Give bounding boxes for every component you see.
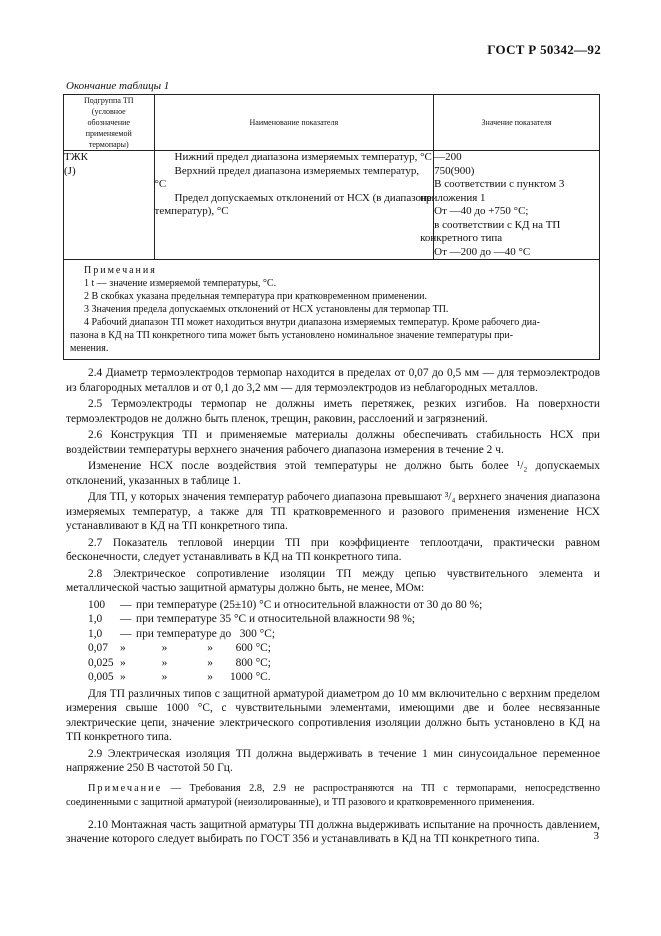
note-continuation: пазона в КД на ТП конкретного типа может быть установлено номинальное значение температуры при- <box>70 330 514 341</box>
paragraph-2-9: 2.9 Электрическая изоляция ТП должна выдерживать в течение 1 мин синусоидальное переменное напряжение 250 В частотой 50 Гц. <box>66 747 600 774</box>
cell-subgroup <box>64 151 155 260</box>
note-continuation: менения. <box>70 343 109 354</box>
resistance-condition: » » 1000 °С. <box>136 671 271 683</box>
header-subgroup <box>64 95 155 151</box>
header-subgroup-line: термопары) <box>88 140 129 149</box>
resistance-row <box>88 598 600 613</box>
note-item: 3 Значения предела допускаемых отклонений от НСХ установлены для термопар ТП. <box>84 304 449 315</box>
resistance-dash: » <box>120 671 126 683</box>
note-text: — Требования 2.8, 2.9 не распространяются на ТП с термопарами, непосредственно соединенными с защитной арматурой (неизолированные), и ТП разового и кратковременного применения. <box>66 782 600 808</box>
resistance-value: 1,0 <box>88 613 103 625</box>
header-subgroup-line: (условное <box>91 107 126 116</box>
param-value: От —40 до +750 °С; <box>434 205 529 217</box>
note-item: 4 Рабочий диапазон ТП может находиться внутри диапазона измеряемых температур. Кроме рабочего диа- <box>84 317 540 328</box>
header-subgroup-line: обозначение <box>87 118 130 127</box>
param-name: температур), °С <box>154 205 229 217</box>
resistance-row <box>88 641 600 656</box>
resistance-value: 0,07 <box>88 642 108 654</box>
note-item: 1 t — значение измеряемой температуры, °С. <box>84 278 277 289</box>
header-value: Значение показателя <box>434 95 600 151</box>
table-row <box>64 151 600 260</box>
paragraph-2-10: 2.10 Монтажная часть защитной арматуры ТП должна выдерживать испытание на прочность давлением, значение которого следует выбирать по ГОСТ 356 и устанавливать в КД на ТП конкретного типа. <box>66 818 600 845</box>
resistance-row <box>88 627 600 642</box>
resistance-list <box>88 598 600 685</box>
note-paragraph <box>66 782 600 810</box>
resistance-value: 0,005 <box>88 671 114 683</box>
note-item: 2 В скобках указана предельная температура при кратковременном применении. <box>84 291 427 302</box>
resistance-dash: — <box>120 598 132 611</box>
parameters-table <box>63 94 600 360</box>
param-name: Предел допускаемых отклонений от НСХ (в диапазоне <box>174 191 432 204</box>
notes-cell <box>64 260 600 360</box>
subgroup-designation: (J) <box>64 164 76 177</box>
paragraph-2-6-change: Изменение НСХ после воздействия этой температуры не должно быть более ¹/₂ допускаемых отклонений, указанных в таблице 1. <box>66 460 600 487</box>
paragraph-2-8: 2.8 Электрическое сопротивление изоляции ТП между цепью чувствительного элемента и металлической частью защитной арматуры должно быть, не менее, МОм: <box>66 567 600 594</box>
paragraph-2-6: 2.6 Конструкция ТП и применяемые материалы должны обеспечивать стабильность НСХ при воздействии температуры верхнего значения рабочего диапазона измерения в течение 2 ч. <box>66 429 600 456</box>
notes-title: Примечания <box>84 265 157 276</box>
param-value: конкретного типа <box>420 232 503 244</box>
param-name: Верхний предел диапазона измеряемых температур, °С <box>154 164 420 190</box>
resistance-row <box>88 656 600 671</box>
param-name: Нижний предел диапазона измеряемых температур, °С <box>174 151 432 163</box>
paragraph-2-7: 2.7 Показатель тепловой инерции ТП при коэффициенте теплоотдачи, практически равном бесконечности, следует устанавливать в КД на ТП конкретного типа. <box>66 536 600 563</box>
table-caption: Окончание таблицы 1 <box>66 80 170 92</box>
param-value: От —200 до —40 °С <box>434 245 531 258</box>
cell-values <box>420 151 600 260</box>
resistance-condition: » » 800 °С; <box>136 656 271 669</box>
resistance-dash: » <box>120 642 126 654</box>
resistance-condition: » » 600 °С; <box>136 642 271 654</box>
resistance-dash: » <box>120 656 126 669</box>
param-value: —200 <box>434 151 462 163</box>
paragraph-2-4: 2.4 Диаметр термоэлектродов термопар находится в пределах от 0,07 до 0,5 мм — для термоэлектродов из благородных металлов и от 0,1 до 3,2 мм — для термоэлектродов из неблагородных металлов. <box>66 367 600 394</box>
cell-names <box>154 151 434 260</box>
body-text <box>66 366 600 849</box>
resistance-value: 1,0 <box>88 627 103 640</box>
page-number: 3 <box>593 830 599 842</box>
resistance-dash: — <box>120 627 132 640</box>
paragraph-2-5: 2.5 Термоэлектроды термопар не должны иметь перетяжек, резких изгибов. На поверхности термоэлектродов не должно быть пленок, трещин, раковин, расслоений и загрязнений. <box>66 398 600 425</box>
param-value: В соответствии с пунктом 3 <box>434 178 565 190</box>
header-subgroup-line: применяемой <box>85 129 132 138</box>
paragraph-2-6-short-term: Для ТП, у которых значения температур рабочего диапазона превышают ³/₄ верхнего значения диапазона измеряемых температур, а также для ТП кратковременного и разового применения изменение НСХ устанавливают в КД на ТП конкретного типа. <box>66 491 600 532</box>
standard-code: ГОСТ Р 50342—92 <box>487 42 601 57</box>
header-name: Наименование показателя <box>154 95 434 151</box>
resistance-row <box>88 612 600 627</box>
param-value: 750(900) <box>434 164 475 177</box>
resistance-row <box>88 670 600 685</box>
resistance-value: 100 <box>88 598 106 611</box>
note-label: Примечание <box>88 782 163 794</box>
paragraph-2-8-types: Для ТП различных типов с защитной арматурой диаметром до 10 мм включительно с верхним пределом измерения свыше 1000 °С, с чувствительными элементами, имеющими две и более несвязанные электрические цепи, значение электрического сопротивления изоляции должно быть установлено в КД на ТП конкретного типа. <box>66 687 600 743</box>
resistance-dash: — <box>120 613 132 625</box>
param-value: приложения 1 <box>420 191 486 204</box>
table-notes-row <box>64 260 600 360</box>
table-header-row <box>64 95 600 151</box>
resistance-condition: при температуре 35 °С и относительной влажности 98 %; <box>136 613 416 625</box>
param-value: в соответствии с КД на ТП <box>434 218 561 231</box>
subgroup-code: ТЖК <box>64 151 88 163</box>
header-subgroup-line: Подгруппа ТП <box>83 96 134 105</box>
resistance-value: 0,025 <box>88 656 114 669</box>
resistance-condition: при температуре (25±10) °С и относительной влажности от 30 до 80 %; <box>136 598 483 611</box>
resistance-condition: при температуре до 300 °С; <box>136 627 275 640</box>
